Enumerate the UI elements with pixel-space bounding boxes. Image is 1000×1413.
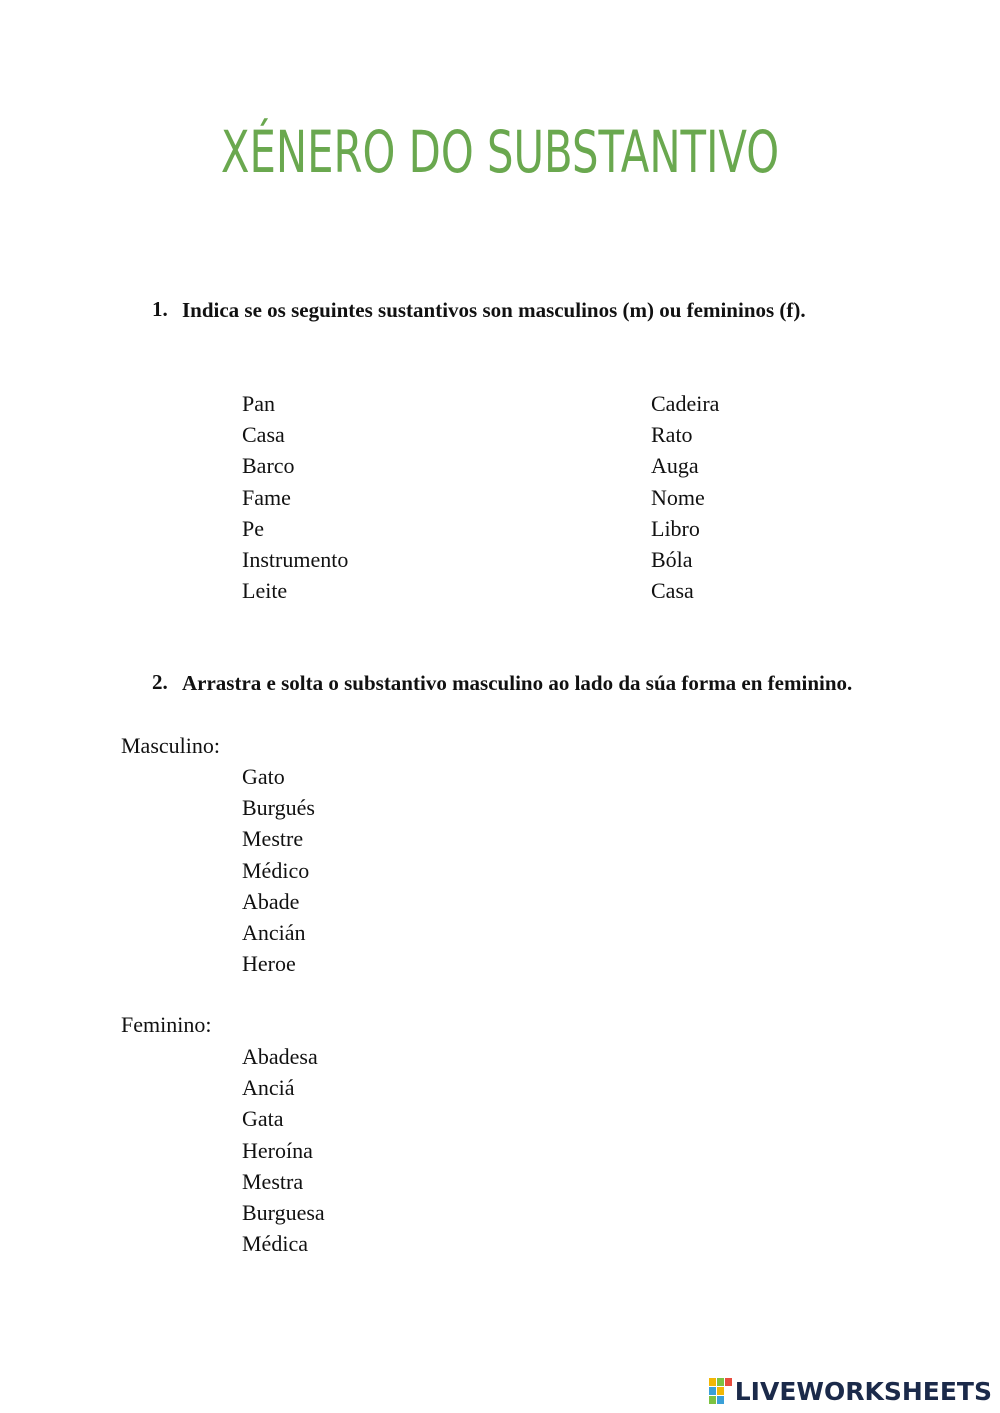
drop-target-word[interactable]: Anciá [242,1075,295,1101]
drop-target-word[interactable]: Abadesa [242,1044,318,1069]
feminine-label: Feminino: [121,1012,212,1037]
question-1-text: Indica se os seguintes sustantivos son masculinos (m) ou femininos (f). [182,298,806,322]
list-item[interactable]: Leite [242,578,288,604]
list-item[interactable]: Bóla [651,547,693,573]
draggable-word[interactable]: Heroe [242,951,296,977]
list-item[interactable]: Barco [242,453,295,479]
question-2-number: 2. [152,670,168,694]
list-item[interactable]: Fame [242,484,291,510]
liveworksheets-logo [709,1375,992,1407]
list-item[interactable]: Auga [651,453,699,479]
drop-target-word[interactable]: Mestra [242,1168,304,1194]
masculine-list [242,761,315,979]
list-item[interactable]: Nome [651,484,705,510]
list-item[interactable]: Pan [242,391,275,416]
drop-target-word[interactable]: Gata [242,1106,284,1132]
list-item[interactable]: Pe [242,515,264,541]
question-1-left-list [242,388,348,606]
list-item[interactable]: Casa [651,578,694,604]
list-item[interactable]: Instrumento [242,547,349,573]
question-1-number: 1. [152,297,168,321]
draggable-word[interactable]: Gato [242,764,285,789]
drop-target-word[interactable]: Burguesa [242,1200,325,1226]
question-1-right-list [651,388,719,606]
list-item[interactable]: Cadeira [651,391,720,416]
drop-target-word[interactable]: Médica [242,1231,308,1257]
draggable-word[interactable]: Ancián [242,920,306,946]
feminine-list [242,1041,325,1259]
draggable-word[interactable]: Burgués [242,795,315,821]
drop-target-word[interactable]: Heroína [242,1137,313,1163]
draggable-word[interactable]: Abade [242,888,300,914]
list-item[interactable]: Casa [242,422,285,448]
liveworksheets-blocks-icon [709,1378,733,1404]
liveworksheets-brand-text: LIVEWORKSHEETS [734,1376,992,1406]
draggable-word[interactable]: Mestre [242,826,304,852]
page-title: XÉNERO DO SUBSTANTIVO [220,118,780,186]
list-item[interactable]: Rato [651,422,693,448]
list-item[interactable]: Libro [651,515,700,541]
question-2-text: Arrastra e solta o substantivo masculino ao lado da súa forma en feminino. [182,671,853,695]
draggable-word[interactable]: Médico [242,857,310,883]
masculine-label: Masculino: [121,733,220,758]
